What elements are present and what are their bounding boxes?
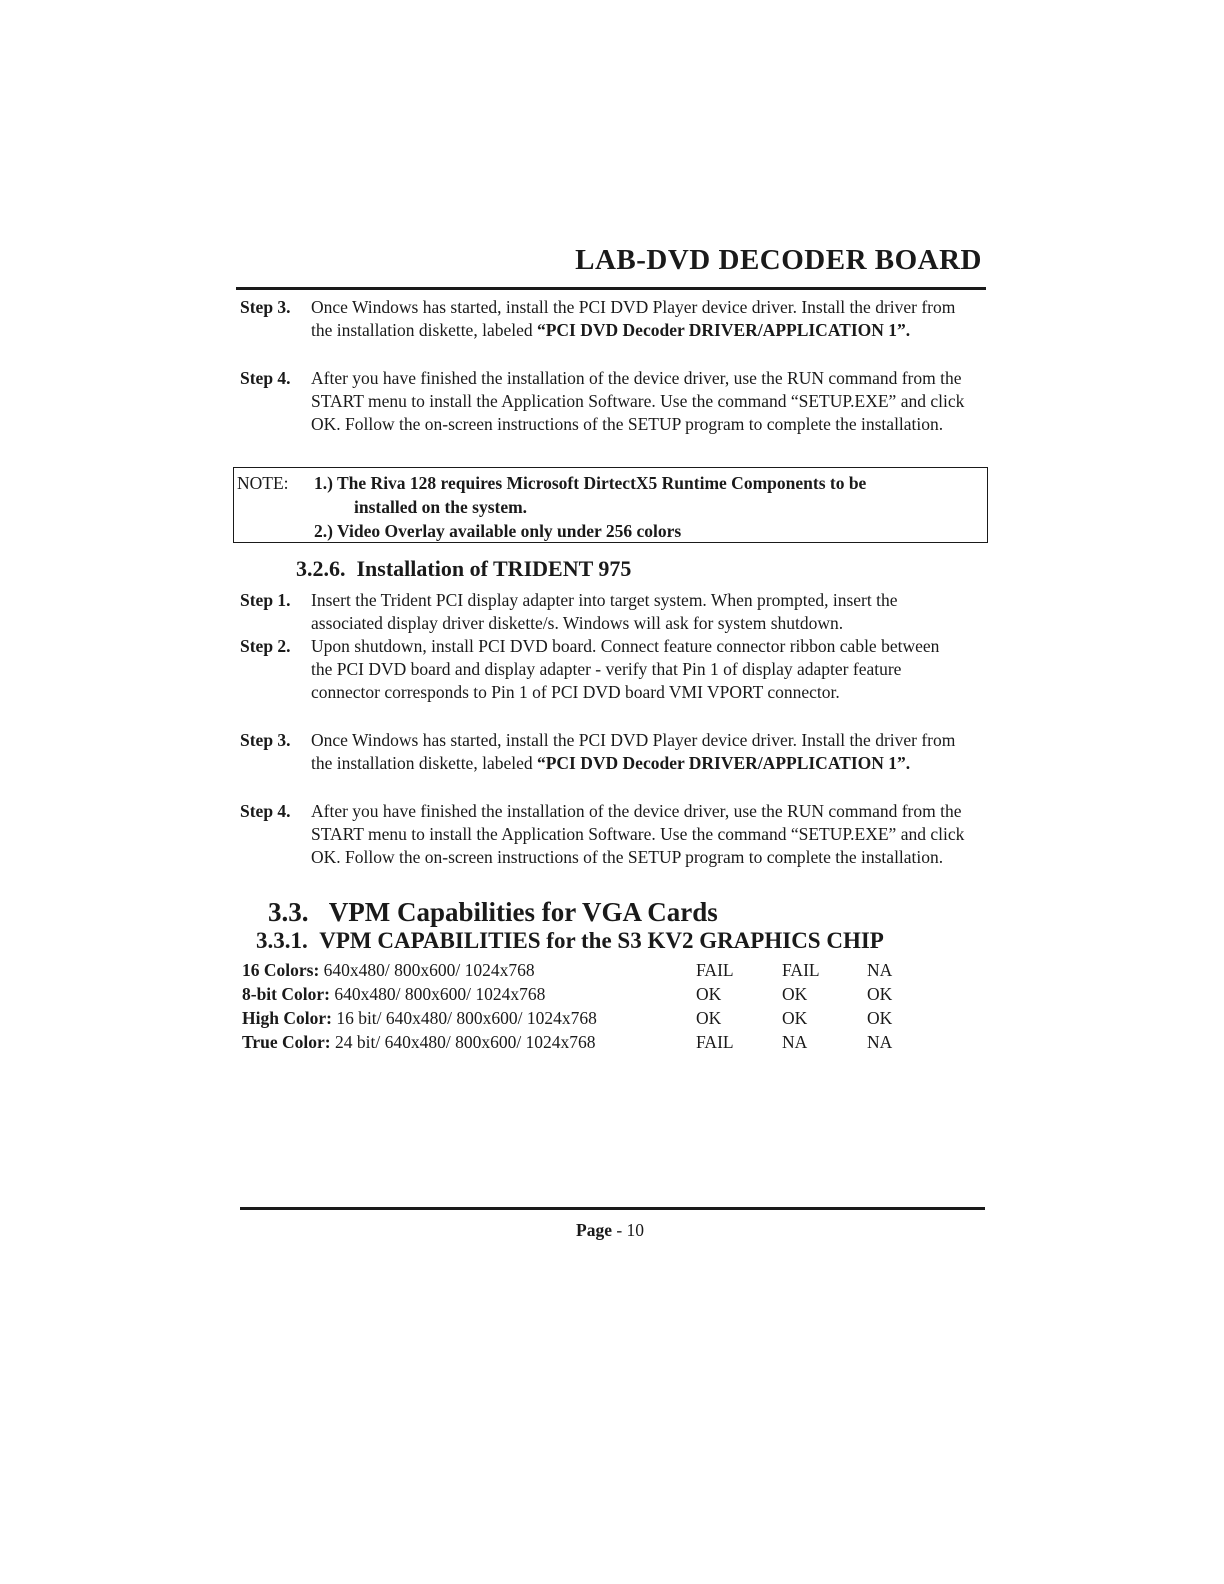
footer-rule <box>240 1207 985 1210</box>
step-text <box>311 729 965 775</box>
step-text: Upon shutdown, install PCI DVD board. Connect feature connector ribbon cable between the PCI DVD board and display adapter - verify that Pin 1 of display adapter feature connector corresponds to Pin 1 of PCI DVD board VMI VPORT connector. <box>311 636 940 702</box>
capability-label: True Color: <box>242 1032 331 1052</box>
section-heading-3-2-6 <box>296 556 631 582</box>
step-item <box>240 635 965 704</box>
step-item <box>240 367 965 436</box>
step-label: Step 1. <box>240 590 291 610</box>
section-number: 3.2.6. <box>296 556 346 581</box>
capability-value: OK <box>782 1008 808 1028</box>
step-text-bold: “PCI DVD Decoder DRIVER/APPLICATION 1”. <box>536 320 911 340</box>
section-title: Installation of TRIDENT 975 <box>356 556 632 581</box>
section-title: VPM Capabilities for VGA Cards <box>328 897 718 927</box>
note-label: NOTE: <box>237 473 289 493</box>
step-text-body: Once Windows has started, install the PCI DVD Player device driver. Install the driver from the installation diskette, labeled <box>311 730 956 773</box>
section-number: 3.3.1. <box>256 928 308 953</box>
step-text-bold: “PCI DVD Decoder DRIVER/APPLICATION 1”. <box>536 753 911 773</box>
capability-value: NA <box>782 1032 808 1052</box>
note-line: 2.) Video Overlay available only under 256 colors <box>314 521 682 541</box>
step-label: Step 3. <box>240 297 291 317</box>
capability-value: FAIL <box>696 1032 734 1052</box>
page-number <box>576 1220 644 1241</box>
step-text: Insert the Trident PCI display adapter into target system. When prompted, insert the associated display driver diskette/s. Windows will ask for system shutdown. <box>311 590 898 633</box>
step-text <box>311 296 965 342</box>
page-number-sep: - <box>611 1220 627 1240</box>
step-item <box>240 800 965 869</box>
step-label: Step 3. <box>240 730 291 750</box>
capability-row <box>242 1008 962 1032</box>
step-label: Step 2. <box>240 636 291 656</box>
page-title: LAB-DVD DECODER BOARD <box>575 244 982 276</box>
capability-value: OK <box>696 1008 722 1028</box>
capability-value: OK <box>867 1008 893 1028</box>
note-line: installed on the system. <box>354 497 528 517</box>
capability-value: OK <box>696 984 722 1004</box>
step-item <box>240 296 965 342</box>
section-title: VPM CAPABILITIES for the S3 KV2 GRAPHICS CHIP <box>319 928 884 953</box>
capability-label: 8-bit Color: <box>242 984 330 1004</box>
capability-value: OK <box>867 984 893 1004</box>
capability-value: OK <box>782 984 808 1004</box>
capability-res-text: 24 bit/ 640x480/ 800x600/ 1024x768 <box>335 1032 596 1052</box>
section-heading-3-3-1 <box>256 928 884 954</box>
capability-value: NA <box>867 1032 893 1052</box>
capability-value: NA <box>867 960 893 980</box>
note-box <box>233 467 988 543</box>
section-number: 3.3. <box>268 897 309 927</box>
section-heading-3-3 <box>268 897 718 928</box>
header-rule <box>236 287 986 290</box>
capability-label: 16 Colors: <box>242 960 320 980</box>
step-label: Step 4. <box>240 801 291 821</box>
capability-res <box>242 984 545 1005</box>
step-label: Step 4. <box>240 368 291 388</box>
capability-value: FAIL <box>696 960 734 980</box>
step-text: After you have finished the installation of the device driver, use the RUN command from the START menu to install the Application Software. Use the command “SETUP.EXE” and click OK. Follow the on-screen instructions of the SETUP program to complete the installation. <box>311 801 965 867</box>
capability-res <box>242 960 535 981</box>
capability-label: High Color: <box>242 1008 332 1028</box>
page-number-label: Page <box>576 1220 612 1240</box>
capability-value: FAIL <box>782 960 820 980</box>
step-text-body: Once Windows has started, install the PCI DVD Player device driver. Install the driver from the installation diskette, labeled <box>311 297 956 340</box>
step-item <box>240 589 965 635</box>
step-text: After you have finished the installation of the device driver, use the RUN command from the START menu to install the Application Software. Use the command “SETUP.EXE” and click OK. Follow the on-screen instructions of the SETUP program to complete the installation. <box>311 368 965 434</box>
capability-res-text: 640x480/ 800x600/ 1024x768 <box>323 960 535 980</box>
capability-res <box>242 1032 596 1053</box>
capability-res-text: 640x480/ 800x600/ 1024x768 <box>334 984 546 1004</box>
note-line: 1.) The Riva 128 requires Microsoft DirtectX5 Runtime Components to be <box>314 473 867 493</box>
capability-row <box>242 960 962 984</box>
capability-res <box>242 1008 597 1029</box>
page-number-value: 10 <box>626 1220 645 1240</box>
step-item <box>240 729 965 775</box>
capability-row <box>242 984 962 1008</box>
capability-row <box>242 1032 962 1056</box>
capability-res-text: 16 bit/ 640x480/ 800x600/ 1024x768 <box>336 1008 597 1028</box>
